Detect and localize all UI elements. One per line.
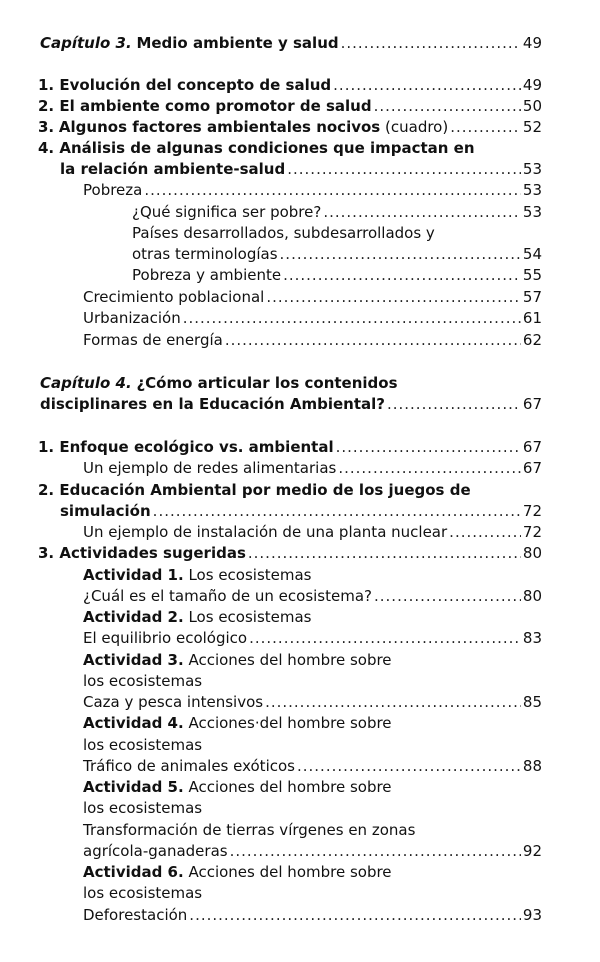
activity-label: Actividad 5. <box>83 778 184 796</box>
leader-dots <box>249 629 521 647</box>
page-number: 93 <box>522 906 542 924</box>
toc-entry-urbanizacion: Urbanización ..... 61 <box>83 309 542 327</box>
chapter-3-title: Medio ambiente y salud <box>136 34 339 52</box>
chapter-4-heading <box>40 395 542 413</box>
activity-3-heading-continued: los ecosistemas <box>83 672 203 690</box>
section-number: 4. <box>38 139 55 157</box>
toc-entry-4-2 <box>60 502 542 520</box>
page-number: 53 <box>522 203 542 221</box>
activity-label: Actividad 2. <box>83 608 184 626</box>
page-number: 80 <box>522 544 542 562</box>
toc-entry-pobreza: Pobreza ..... 53 <box>83 181 542 199</box>
activity-6-heading: Actividad 6. Acciones del hombre sobre <box>83 863 392 881</box>
leader-dots <box>283 266 521 284</box>
chapter-3-label: Capítulo 3. <box>40 34 132 52</box>
toc-entry-formas: Formas de energía ..... 62 <box>83 331 542 349</box>
toc-entry-planta: Un ejemplo de instalación de una planta nuclear ..... 72 <box>83 523 542 541</box>
toc-entry-3-1 <box>38 76 542 94</box>
leader-dots <box>265 693 521 711</box>
leader-dots <box>323 203 521 221</box>
page-number: 67 <box>522 438 542 456</box>
activity-5-heading: Actividad 5. Acciones del hombre sobre <box>83 778 392 796</box>
toc-entry-activity-5: agrícola-ganaderas ..... 92 <box>83 842 542 860</box>
toc-entry-4-3 <box>38 544 542 562</box>
section-number: 3. <box>38 544 55 562</box>
leader-dots <box>387 395 521 413</box>
page-number: 53 <box>522 181 542 199</box>
page-number: 88 <box>522 757 542 775</box>
leader-dots <box>341 34 521 52</box>
activity-1-heading: Actividad 1. Los ecosistemas <box>83 566 312 584</box>
toc-entry-3-4 <box>60 160 542 178</box>
toc-entry-3-2 <box>38 97 542 115</box>
toc-entry-redes: Un ejemplo de redes alimentarias ..... 67 <box>83 459 542 477</box>
page-number: 49 <box>522 76 542 94</box>
page-number: 50 <box>522 97 542 115</box>
toc-entry-activity-3: Caza y pesca intensivos ..... 85 <box>83 693 542 711</box>
leader-dots <box>333 76 521 94</box>
toc-entry-activity-4: Tráfico de animales exóticos ..... 88 <box>83 757 542 775</box>
page-number: 55 <box>522 266 542 284</box>
activity-6-heading-continued: los ecosistemas <box>83 884 203 902</box>
leader-dots <box>189 906 521 924</box>
page-number: 53 <box>522 160 542 178</box>
activity-label: Actividad 4. <box>83 714 184 732</box>
chapter-4-title: ¿Cómo articular los contenidos <box>136 374 398 392</box>
chapter-4-heading-line1 <box>40 374 398 392</box>
toc-entry-que-significa: ¿Qué significa ser pobre? ..... 53 <box>132 203 542 221</box>
leader-dots <box>449 523 521 541</box>
leader-dots <box>297 757 521 775</box>
page-number: 54 <box>522 245 542 263</box>
leader-dots <box>248 544 521 562</box>
page-number: 92 <box>522 842 542 860</box>
page-number: 49 <box>522 34 542 52</box>
activity-4-heading-continued: los ecosistemas <box>83 736 203 754</box>
leader-dots <box>280 245 521 263</box>
leader-dots <box>144 181 521 199</box>
leader-dots <box>374 587 521 605</box>
section-number: 2. <box>38 481 55 499</box>
activity-5-subtitle: Transformación de tierras vírgenes en zonas <box>83 821 416 839</box>
page-number: 83 <box>522 629 542 647</box>
toc-entry-crecimiento: Crecimiento poblacional ..... 57 <box>83 288 542 306</box>
section-title-continued: la relación ambiente-salud <box>60 160 286 178</box>
toc-entry-paises: otras terminologías ..... 54 <box>132 245 542 263</box>
activity-label: Actividad 6. <box>83 863 184 881</box>
toc-entry-pobreza-ambiente: Pobreza y ambiente ..... 55 <box>132 266 542 284</box>
page-number: 67 <box>522 395 542 413</box>
page-number: 62 <box>522 331 542 349</box>
chapter-4-title-continued: disciplinares en la Educación Ambiental? <box>40 395 385 413</box>
leader-dots <box>153 502 521 520</box>
page-number: 72 <box>522 523 542 541</box>
toc-entry-4-1 <box>38 438 542 456</box>
toc-entry-activity-6: Deforestación ..... 93 <box>83 906 542 924</box>
page-number: 52 <box>522 118 542 136</box>
section-number: 2. <box>38 97 55 115</box>
leader-dots <box>230 842 521 860</box>
section-number: 1. <box>38 76 55 94</box>
chapter-3-heading <box>40 34 542 52</box>
section-title: Educación Ambiental por medio de los juegos de <box>59 481 471 499</box>
leader-dots <box>374 97 521 115</box>
toc-entry-activity-2: El equilibrio ecológico ..... 83 <box>83 629 542 647</box>
activity-4-heading: Actividad 4. Acciones·del hombre sobre <box>83 714 392 732</box>
page-number: 61 <box>522 309 542 327</box>
activity-5-heading-continued: los ecosistemas <box>83 799 203 817</box>
page-number: 80 <box>522 587 542 605</box>
section-note: (cuadro) <box>385 118 449 136</box>
toc-entry-paises-line1: Países desarrollados, subdesarrollados y <box>132 224 435 242</box>
section-title: Actividades sugeridas <box>59 544 246 562</box>
page-number: 72 <box>522 502 542 520</box>
page-number: 67 <box>522 459 542 477</box>
leader-dots <box>338 459 521 477</box>
section-title: Análisis de algunas condiciones que impactan en <box>59 139 475 157</box>
section-title-continued: simulación <box>60 502 151 520</box>
section-title: Algunos factores ambientales nocivos <box>58 118 381 136</box>
toc-entry-4-2-line1 <box>38 481 471 499</box>
leader-dots <box>266 288 521 306</box>
section-title: Enfoque ecológico vs. ambiental <box>59 438 334 456</box>
toc-entry-3-3 <box>38 118 542 136</box>
toc-entry-activity-1: ¿Cuál es el tamaño de un ecosistema? ..... 80 <box>83 587 542 605</box>
section-title: El ambiente como promotor de salud <box>59 97 372 115</box>
activity-2-heading: Actividad 2. Los ecosistemas <box>83 608 312 626</box>
page-number: 57 <box>522 288 542 306</box>
chapter-4-label: Capítulo 4. <box>40 374 132 392</box>
activity-label: Actividad 3. <box>83 651 184 669</box>
section-number: 3. <box>38 118 55 136</box>
leader-dots <box>336 438 521 456</box>
leader-dots <box>225 331 521 349</box>
page-number: 85 <box>522 693 542 711</box>
section-number: 1. <box>38 438 55 456</box>
leader-dots <box>183 309 521 327</box>
leader-dots <box>450 118 521 136</box>
activity-3-heading: Actividad 3. Acciones del hombre sobre <box>83 651 392 669</box>
activity-label: Actividad 1. <box>83 566 184 584</box>
toc-entry-3-4-line1 <box>38 139 475 157</box>
leader-dots <box>287 160 521 178</box>
section-title: Evolución del concepto de salud <box>59 76 332 94</box>
